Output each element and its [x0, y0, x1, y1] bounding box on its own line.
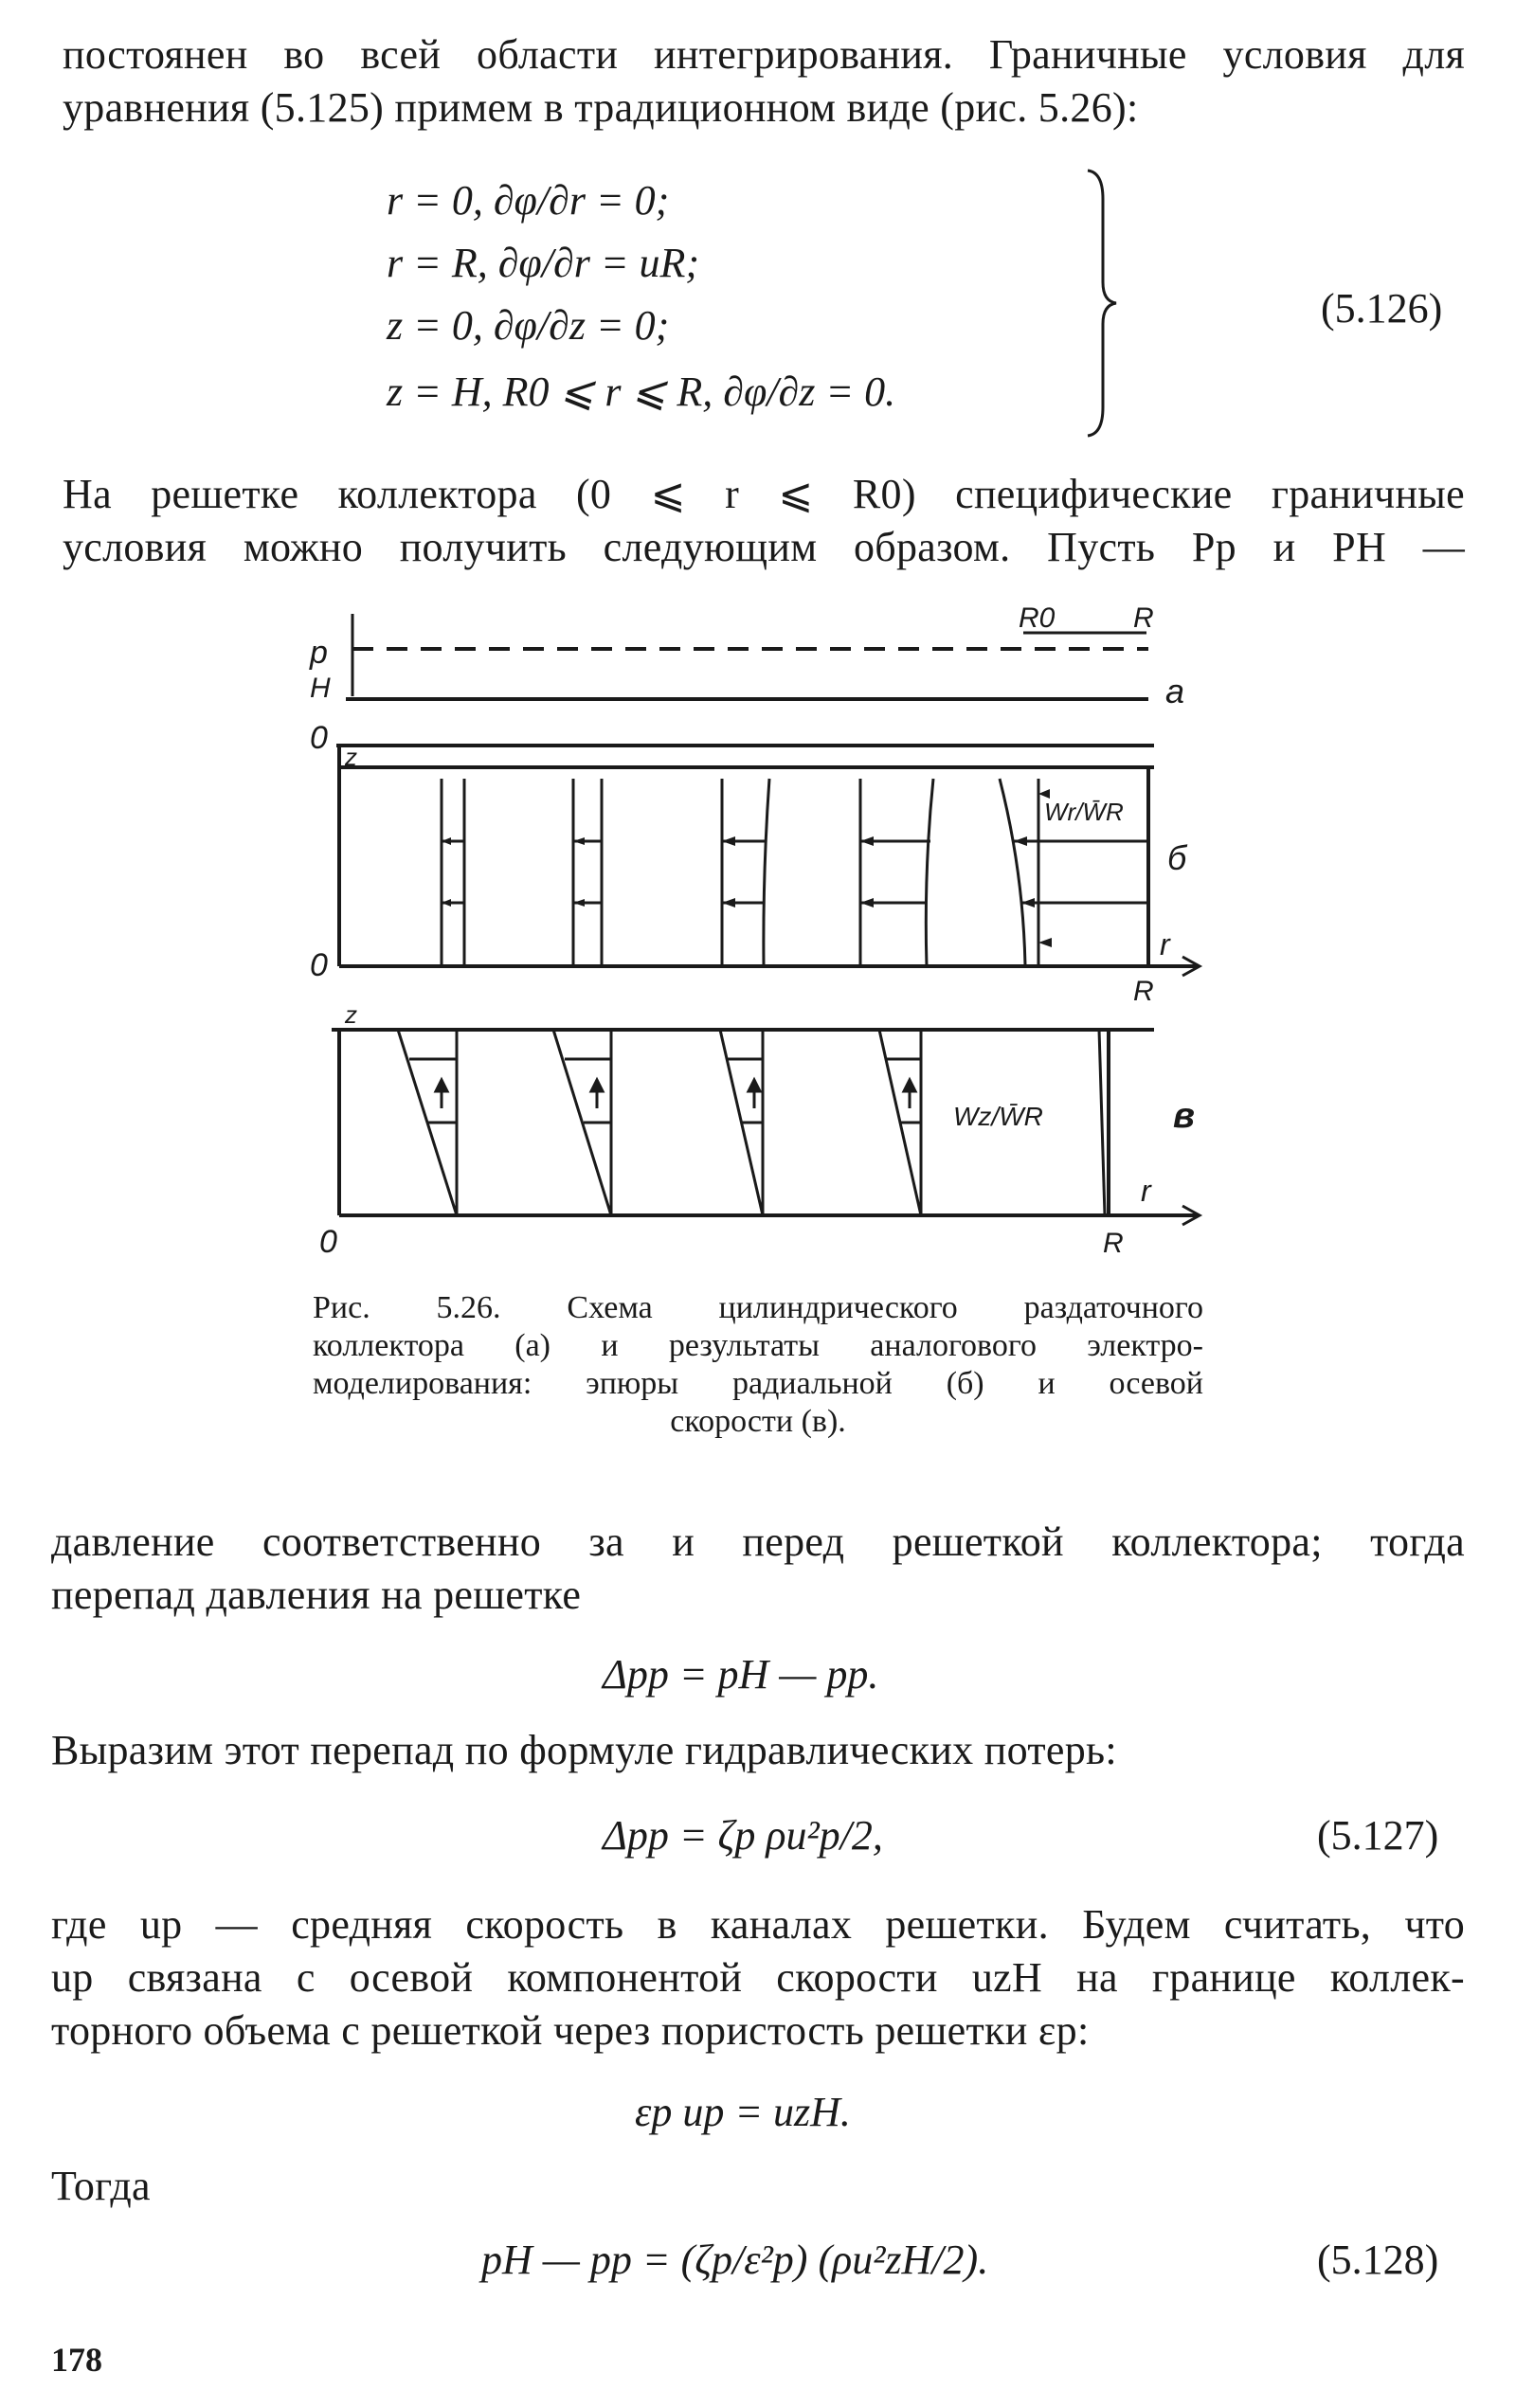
label-b: б	[1167, 838, 1187, 877]
label-wr: Wr/W̄R	[1044, 798, 1124, 826]
panel-v-arrows	[436, 1080, 915, 1108]
label-r-v: r	[1141, 1174, 1151, 1208]
caption-line4: скорости (в).	[670, 1404, 846, 1439]
label-a: a	[1165, 672, 1185, 710]
panel-v-profile-4	[879, 1030, 921, 1215]
eq126-row2: r = R, ∂φ/∂r = uR;	[387, 240, 700, 286]
para2-line1: На решетке коллектора (0 ⩽ r ⩽ R0) специфические граничные	[63, 471, 1465, 517]
panel-v-profile-2	[553, 1030, 611, 1215]
eq128-number: (5.128)	[1317, 2237, 1439, 2283]
para1-line1: постоянен во всей области интегрирования. Граничные условия для	[63, 31, 1465, 78]
eq127: Δpр = ζр ρu²р/2,	[603, 1812, 883, 1859]
panel-v-profile-1	[398, 1030, 457, 1215]
panel-b-arrowheads	[442, 789, 1052, 947]
para1-line2: уравнения (5.125) примем в традиционном виде (рис. 5.26):	[63, 84, 1139, 131]
para5-line3: торного объема с решеткой через пористость решетки εр:	[51, 2007, 1090, 2054]
eq126-row1: r = 0, ∂φ/∂r = 0;	[387, 177, 670, 224]
label-z-b: z	[345, 743, 357, 771]
caption-line2: коллектора (а) и результаты аналогового электро-	[313, 1328, 1203, 1363]
label-zero-b: 0	[310, 947, 328, 983]
eq-eps: εр uр = uzH.	[635, 2089, 851, 2135]
label-R-b: R	[1133, 976, 1154, 1007]
label-p: p	[310, 635, 328, 671]
label-R-top: R	[1133, 602, 1154, 634]
label-R-v: R	[1103, 1228, 1124, 1259]
page-number: 178	[51, 2341, 102, 2379]
eq126-row3: z = 0, ∂φ/∂z = 0;	[387, 302, 670, 349]
label-zero-b-top: 0	[310, 720, 328, 756]
eq126-row4: z = H, R0 ⩽ r ⩽ R, ∂φ/∂z = 0.	[387, 368, 896, 415]
label-zero-v: 0	[319, 1224, 337, 1260]
panel-b-profile-2	[573, 779, 602, 966]
eq-delta-p: Δpр = pH — pр.	[603, 1651, 879, 1698]
para5-line2: uр связана с осевой компонентой скорости uzH на границе коллек-	[51, 1954, 1465, 2001]
eq128: pH — pр = (ζр/ε²р) (ρu²zH/2).	[481, 2237, 989, 2283]
label-wz: Wz/W̄R	[953, 1102, 1043, 1131]
para4: Выразим этот перепад по формуле гидравлических потерь:	[51, 1727, 1117, 1773]
caption-line3: моделирования: эпюры радиальной (б) и осевой	[313, 1366, 1203, 1401]
caption-line1: Рис. 5.26. Схема цилиндрического раздаточного	[313, 1290, 1203, 1325]
eq127-number: (5.127)	[1317, 1812, 1439, 1859]
panel-b-profile-3	[722, 779, 769, 966]
panel-v-profile-3	[720, 1030, 763, 1215]
label-z-v: z	[345, 1000, 357, 1029]
label-H: H	[310, 673, 331, 704]
label-v: в	[1173, 1096, 1195, 1136]
para3-line1: давление соответственно за и перед решеткой коллектора; тогда	[51, 1518, 1465, 1565]
panel-b-profile-1	[442, 779, 464, 966]
label-r-b: r	[1160, 927, 1170, 961]
para2-line2: условия можно получить следующим образом. Пусть Pр и PH —	[63, 524, 1465, 570]
label-R0: R0	[1019, 602, 1056, 634]
para3-line2: перепад давления на решетке	[51, 1572, 582, 1618]
panel-b-profile-4	[860, 779, 933, 966]
para5-line1: где uр — средняя скорость в каналах решетки. Будем считать, что	[51, 1901, 1465, 1948]
eq126-number: (5.126)	[1321, 285, 1443, 332]
panel-v-profile-5	[1099, 1030, 1105, 1215]
para6: Тогда	[51, 2163, 151, 2209]
